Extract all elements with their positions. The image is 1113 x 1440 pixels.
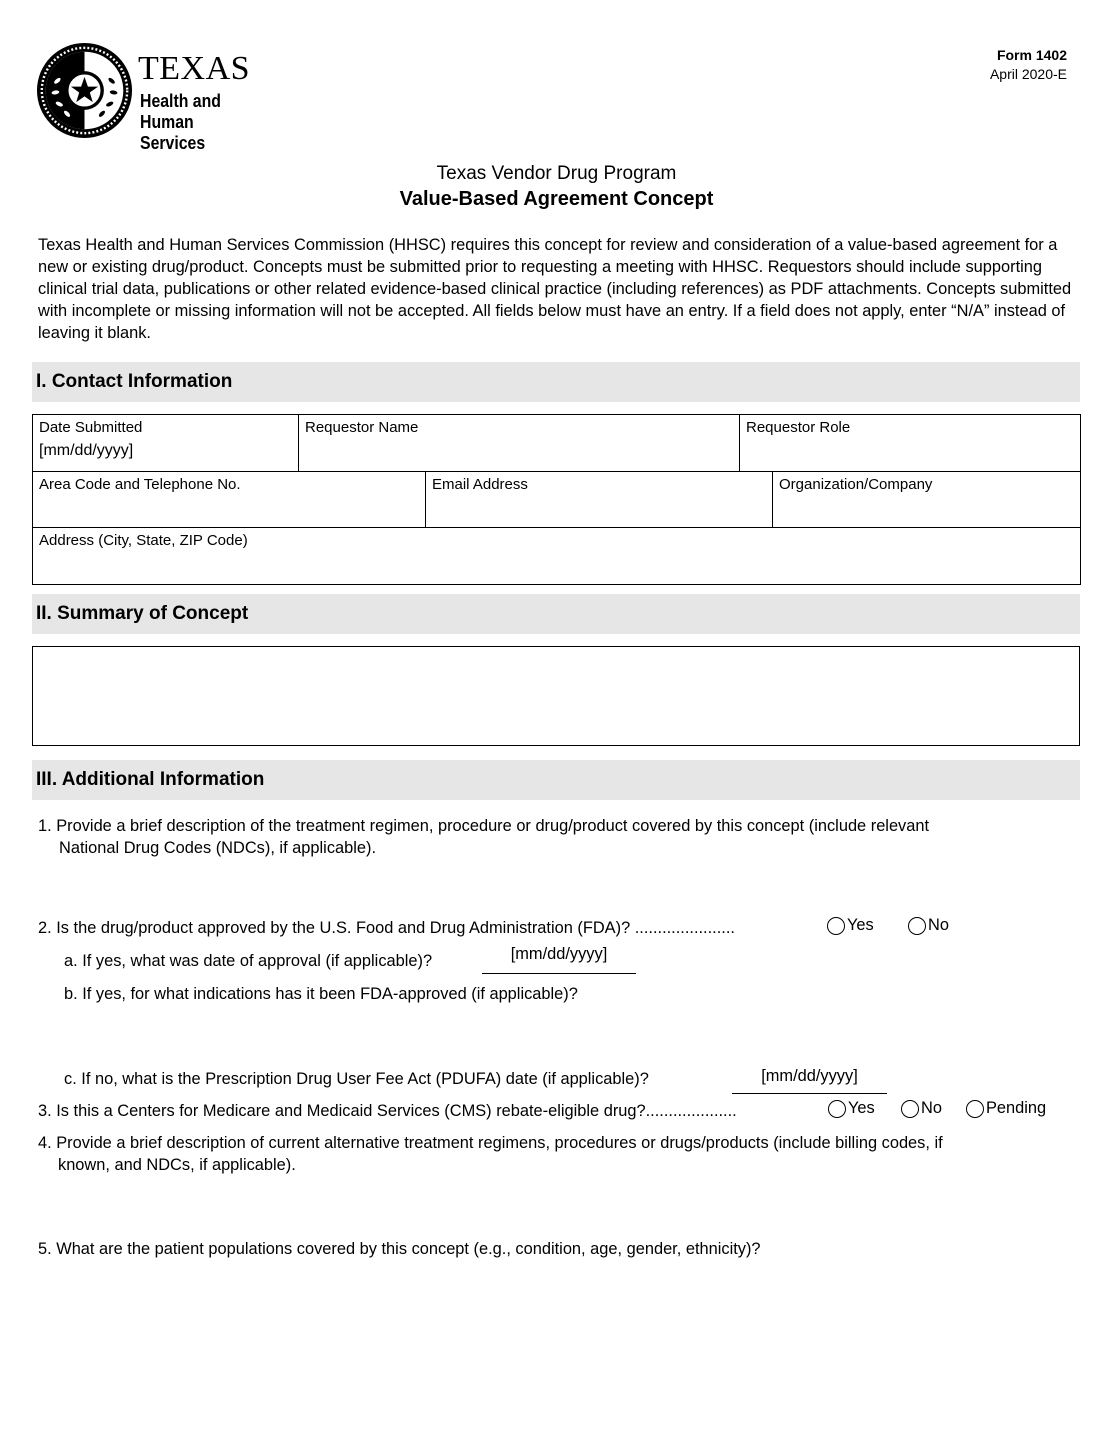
logo-hhs-text — [140, 91, 277, 154]
radio-circle-icon — [966, 1100, 984, 1118]
contact-grid — [32, 414, 1081, 585]
field-label: Date Submitted — [39, 419, 143, 436]
texas-star-seal-icon — [36, 42, 133, 139]
field-label: Area Code and Telephone No. — [39, 476, 241, 493]
radio-circle-icon — [901, 1100, 919, 1118]
question-2c: c. If no, what is the Prescription Drug User Fee Act (PDUFA) date (if applicable)? — [64, 1070, 649, 1088]
question-5: 5. What are the patient populations covered by this concept (e.g., condition, age, gender, ethnicity)? — [38, 1240, 761, 1258]
section-header-summary — [32, 594, 1080, 634]
question-4: 4. Provide a brief description of current alternative treatment regimens, procedures or drugs/products (include billing codes, if — [38, 1134, 943, 1152]
email-field[interactable] — [426, 472, 773, 527]
radio-circle-icon — [828, 1100, 846, 1118]
field-label: Requestor Role — [746, 419, 851, 436]
page-title: Value-Based Agreement Concept — [399, 188, 714, 210]
field-label: Address (City, State, ZIP Code) — [39, 532, 248, 549]
q3-no-radio[interactable] — [901, 1099, 942, 1118]
radio-label: Yes — [847, 916, 874, 934]
q3-pending-radio[interactable] — [966, 1099, 1046, 1118]
program-name: Texas Vendor Drug Program — [436, 163, 677, 184]
question-4-cont: known, and NDCs, if applicable). — [58, 1156, 296, 1174]
logo-line3: Services — [140, 133, 206, 153]
date-submitted-field[interactable] — [33, 415, 299, 471]
field-label: Email Address — [432, 476, 528, 493]
question-2a: a. If yes, what was date of approval (if applicable)? — [64, 952, 433, 970]
radio-label: Pending — [986, 1099, 1047, 1117]
q2-no-radio[interactable] — [908, 916, 949, 935]
radio-label: No — [928, 916, 949, 934]
approval-date-input[interactable]: [mm/dd/yyyy] — [482, 945, 636, 974]
summary-textarea[interactable] — [32, 646, 1080, 746]
telephone-field[interactable] — [33, 472, 426, 527]
field-label: Organization/Company — [779, 476, 933, 493]
question-2: 2. Is the drug/product approved by the U.S. Food and Drug Administration (FDA)? ...................... — [38, 919, 735, 937]
hhs-logo — [36, 42, 296, 153]
section-title: II. Summary of Concept — [36, 603, 249, 624]
form-date: April 2020-E — [989, 66, 1067, 82]
question-1: 1. Provide a brief description of the treatment regimen, procedure or drug/product covered by this concept (include relevant — [38, 817, 930, 835]
form-id — [990, 46, 1067, 84]
q2-yes-radio[interactable] — [827, 916, 874, 935]
field-value: [mm/dd/yyyy] — [39, 442, 134, 459]
radio-label: Yes — [848, 1099, 875, 1117]
intro-paragraph: Texas Health and Human Services Commission (HHSC) requires this concept for review and consideration of a value-based agreement for a new or existing drug/product. Concepts must be submitted prior to requesting a meeting with HHSC. Requestors should include supporting clinical trial data, publications or other related evidence-based clinical practice (including references) as PDF attachments. Concepts submitted with incomplete or missing information will not be accepted. All fields below must have an entry. If a field does not apply, enter “N/A” instead of leaving it blank. — [38, 236, 1072, 342]
address-field[interactable] — [33, 528, 1081, 584]
field-label: Requestor Name — [305, 419, 419, 436]
organization-field[interactable] — [773, 472, 1081, 527]
section-title: III. Additional Information — [36, 769, 265, 790]
radio-circle-icon — [827, 917, 845, 935]
question-1-cont: National Drug Codes (NDCs), if applicable). — [59, 839, 377, 857]
logo-texas-text: TEXAS — [138, 50, 251, 87]
radio-label: No — [921, 1099, 942, 1117]
radio-circle-icon — [908, 917, 926, 935]
form-number: Form 1402 — [996, 47, 1067, 63]
section-header-contact — [32, 362, 1080, 402]
requestor-name-field[interactable] — [299, 415, 740, 471]
section-header-additional — [32, 760, 1080, 800]
pdufa-date-input[interactable]: [mm/dd/yyyy] — [732, 1067, 887, 1094]
question-3: 3. Is this a Centers for Medicare and Medicaid Services (CMS) rebate-eligible drug?.................... — [38, 1102, 737, 1120]
q3-yes-radio[interactable] — [828, 1099, 875, 1118]
section-title: I. Contact Information — [36, 371, 233, 392]
logo-line2: Health and Human — [140, 91, 221, 132]
requestor-role-field[interactable] — [740, 415, 1081, 471]
question-2b: b. If yes, for what indications has it been FDA-approved (if applicable)? — [64, 985, 578, 1003]
